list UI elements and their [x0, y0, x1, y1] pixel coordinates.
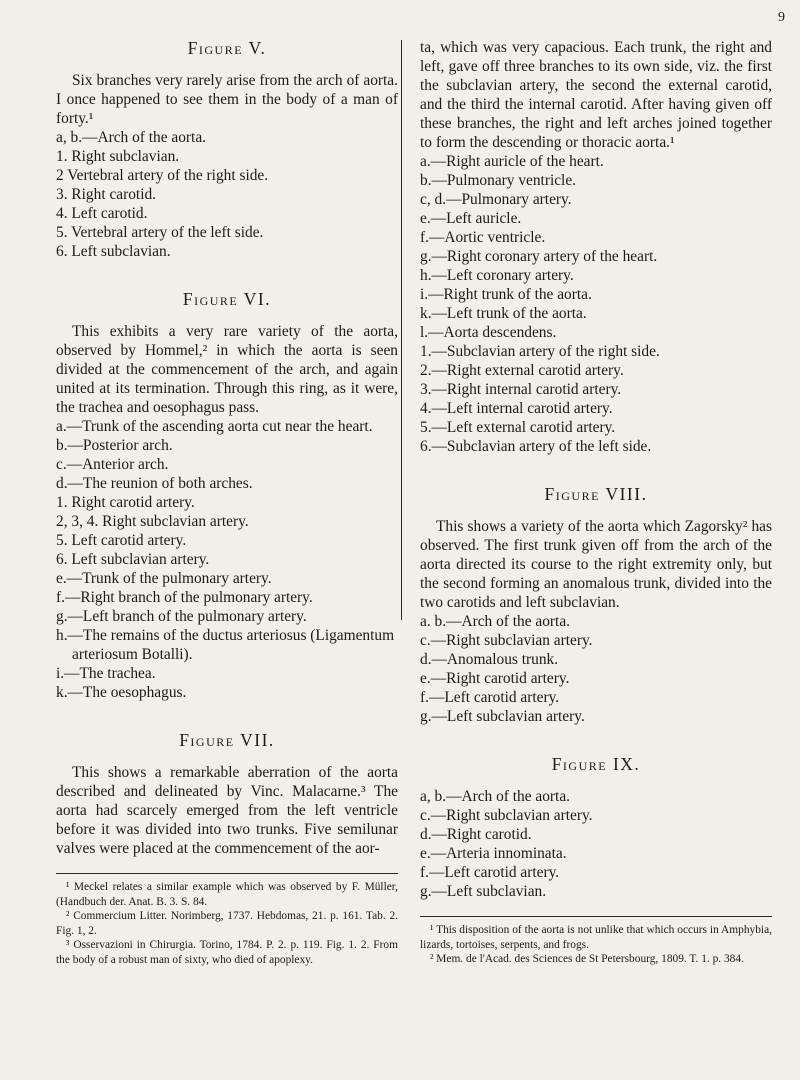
- legend-item: g.—Left branch of the pulmonary artery.: [56, 608, 307, 625]
- legend-item: 5. Vertebral artery of the left side.: [56, 224, 264, 241]
- footnote: ² Commercium Litter. Norimberg, 1737. Hebdomas, 21. p. 161. Tab. 2. Fig. 1, 2.: [56, 910, 398, 937]
- footnote: ¹ Meckel relates a similar example which was observed by F. Müller, (Handbuch der. Anat. B. 3. S. 84.: [56, 881, 398, 908]
- legend-item: a.—Trunk of the ascending aorta cut near the heart.: [56, 418, 373, 435]
- legend-item: 3. Right carotid.: [56, 186, 157, 203]
- legend-item: f.—Right branch of the pulmonary artery.: [56, 589, 313, 606]
- legend-item: a. b.—Arch of the aorta.: [420, 613, 570, 630]
- legend-item: h.—The remains of the ductus arteriosus (Ligamentum arteriosum Botalli).: [56, 627, 395, 663]
- legend-item: 2, 3, 4. Right subclavian artery.: [56, 513, 249, 530]
- column-divider: [401, 40, 402, 620]
- legend-item: c.—Anterior arch.: [56, 456, 169, 473]
- legend-item: 6. Left subclavian.: [56, 243, 171, 260]
- legend-item: c.—Right subclavian artery.: [420, 632, 593, 649]
- right-column: [420, 38, 772, 967]
- legend-item: 2.—Right external carotid artery.: [420, 362, 624, 379]
- legend-item: 1.—Subclavian artery of the right side.: [420, 343, 660, 360]
- left-column: [56, 38, 398, 967]
- footnote: ² Mem. de l'Acad. des Sciences de St Petersbourg, 1809. T. 1. p. 384.: [430, 953, 744, 965]
- legend-item: 6.—Subclavian artery of the left side.: [420, 438, 652, 455]
- footnote-rule: [420, 916, 772, 917]
- figure-v-legend: [56, 128, 398, 261]
- legend-item: 1. Right carotid artery.: [56, 494, 195, 511]
- legend-item: e.—Left auricle.: [420, 210, 522, 227]
- legend-item: 1. Right subclavian.: [56, 148, 180, 165]
- legend-item: f.—Aortic ventricle.: [420, 229, 546, 246]
- footnote: ¹ This disposition of the aorta is not unlike that which occurs in Amphybia, lizards, tortoises, serpents, and frogs.: [420, 924, 772, 951]
- legend-item: d.—The reunion of both arches.: [56, 475, 253, 492]
- figure-viii-legend: [420, 612, 772, 726]
- legend-item: 5. Left carotid artery.: [56, 532, 187, 549]
- figure-vii-text: This shows a remarkable aberration of the aorta described and delineated by Vinc. Malacarne.³ The aorta had scarcely emerged from the left ventricle before it was divided into two trunks. Five semilunar valves were placed at the commencement of the aor-: [56, 764, 398, 857]
- legend-item: 6. Left subclavian artery.: [56, 551, 210, 568]
- legend-item: d.—Anomalous trunk.: [420, 651, 559, 668]
- figure-vi-text: This exhibits a very rare variety of the aorta, observed by Hommel,² in which the aorta is seen divided at the commencement of the arch, and again united at its termination. Through this ring, as it were, the trachea and oesophagus pass.: [56, 323, 398, 416]
- legend-item: k.—Left trunk of the aorta.: [420, 305, 587, 322]
- legend-item: a, b.—Arch of the aorta.: [420, 788, 570, 805]
- legend-item: k.—The oesophagus.: [56, 684, 187, 701]
- legend-item: e.—Trunk of the pulmonary artery.: [56, 570, 272, 587]
- legend-item: 4.—Left internal carotid artery.: [420, 400, 613, 417]
- legend-item: d.—Right carotid.: [420, 826, 532, 843]
- legend-item: c, d.—Pulmonary artery.: [420, 191, 572, 208]
- legend-item: c.—Right subclavian artery.: [420, 807, 593, 824]
- figure-ix-heading: Figure IX.: [551, 754, 641, 774]
- footnote-rule: [56, 873, 398, 874]
- figure-viii-heading: Figure VIII.: [544, 484, 648, 504]
- legend-item: g.—Left subclavian.: [420, 883, 547, 900]
- figure-vii-legend: [420, 152, 772, 456]
- legend-item: b.—Pulmonary ventricle.: [420, 172, 577, 189]
- figure-vi-legend: [56, 417, 398, 702]
- legend-item: f.—Left carotid artery.: [420, 864, 560, 881]
- legend-item: i.—The trachea.: [56, 665, 156, 682]
- figure-viii-text: This shows a variety of the aorta which Zagorsky² has observed. The first trunk given off from the arch of the aorta directed its course to the right extremity only, but the second forming an anomalous trunk, divided into the two carotids and left subclavian.: [420, 518, 772, 611]
- legend-item: l.—Aorta descendens.: [420, 324, 557, 341]
- legend-item: 4. Left carotid.: [56, 205, 148, 222]
- legend-item: a, b.—Arch of the aorta.: [56, 129, 206, 146]
- legend-item: e.—Arteria innominata.: [420, 845, 567, 862]
- figure-vii-continued-text: ta, which was very capacious. Each trunk, the right and left, gave off three branches to its own side, viz. the first the subclavian artery, the second the external carotid, and the third the internal carotid. After having given off these branches, the right and left arches joined together to form the descending or thoracic aorta.¹: [420, 39, 772, 151]
- figure-vii-heading: Figure VII.: [179, 730, 275, 750]
- legend-item: h.—Left coronary artery.: [420, 267, 574, 284]
- legend-item: a.—Right auricle of the heart.: [420, 153, 604, 170]
- figure-ix-legend: [420, 787, 772, 901]
- figure-vi-heading: Figure VI.: [182, 289, 272, 309]
- legend-item: g.—Left subclavian artery.: [420, 708, 585, 725]
- legend-item: g.—Right coronary artery of the heart.: [420, 248, 658, 265]
- legend-item: 5.—Left external carotid artery.: [420, 419, 616, 436]
- legend-item: 2 Vertebral artery of the right side.: [56, 167, 269, 184]
- legend-item: b.—Posterior arch.: [56, 437, 173, 454]
- figure-v-heading: Figure V.: [187, 38, 267, 58]
- footnote: ³ Osservazioni in Chirurgia. Torino, 1784. P. 2. p. 119. Fig. 1. 2. From the body of a robust man of sixty, who died of apoplexy.: [56, 939, 398, 966]
- legend-item: e.—Right carotid artery.: [420, 670, 570, 687]
- legend-item: i.—Right trunk of the aorta.: [420, 286, 592, 303]
- legend-item: f.—Left carotid artery.: [420, 689, 560, 706]
- figure-v-text: Six branches very rarely arise from the arch of aorta. I once happened to see them in the body of a man of forty.¹: [56, 72, 398, 127]
- page-number: 9: [778, 10, 785, 25]
- legend-item: 3.—Right internal carotid artery.: [420, 381, 622, 398]
